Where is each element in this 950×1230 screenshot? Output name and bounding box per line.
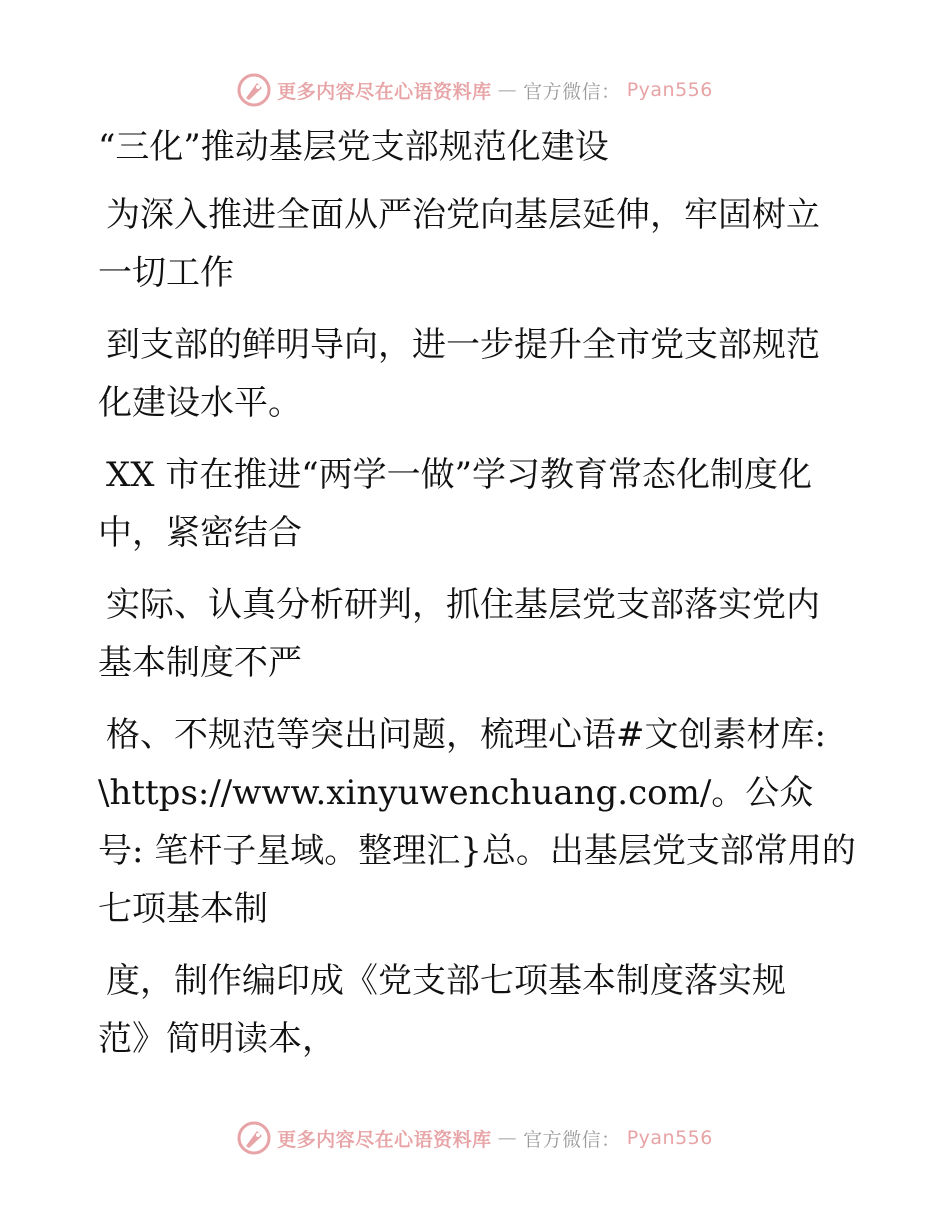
- paragraph-continuation: 中，紧密结合: [98, 513, 302, 553]
- footer-watermark: [0, 1118, 950, 1158]
- paragraph: [98, 576, 858, 692]
- pen-nib-logo-icon: [237, 1121, 271, 1155]
- document-title: “三化”推动基层党支部规范化建设: [98, 127, 609, 167]
- paragraph-continuation: \https://www.xinyuwenchuang.com/。公众号: 笔杆子星域。整理汇}总。出基层党支部常用的七项基本制: [98, 773, 856, 929]
- watermark-official-label: 官方微信：: [523, 80, 621, 103]
- watermark-wechat-id: Pyan556: [626, 79, 713, 101]
- paragraph-continuation: 化建设水平。: [98, 383, 302, 423]
- paragraph-first-line: 度，制作编印成《党支部七项基本制度落实规: [106, 961, 786, 1001]
- paragraph: [98, 706, 858, 938]
- watermark-separator: —: [497, 79, 518, 101]
- paragraph-first-line: 到支部的鲜明导向，进一步提升全市党支部规范: [106, 325, 820, 365]
- paragraph-continuation: 基本制度不严: [98, 643, 302, 683]
- pen-nib-logo-icon: [237, 73, 271, 107]
- watermark-wechat-id: Pyan556: [626, 1127, 713, 1149]
- header-watermark: [0, 70, 950, 110]
- watermark-brand-text: 更多内容尽在心语资料库: [277, 80, 492, 103]
- paragraph-first-line: XX 市在推进“两学一做”学习教育常态化制度化: [106, 455, 812, 495]
- watermark-separator: —: [497, 1127, 518, 1149]
- paragraph: [98, 316, 858, 432]
- document-body: [98, 118, 858, 1082]
- paragraph: [98, 186, 858, 302]
- paragraph-first-line: 实际、认真分析研判，抓住基层党支部落实党内: [106, 585, 820, 625]
- paragraph-continuation: 一切工作: [98, 253, 234, 293]
- watermark-official-label: 官方微信：: [523, 1128, 621, 1151]
- paragraph: [98, 952, 858, 1068]
- paragraph-first-line: 为深入推进全面从严治党向基层延伸，牢固树立: [106, 195, 820, 235]
- watermark-brand-text: 更多内容尽在心语资料库: [277, 1128, 492, 1151]
- paragraph-first-line: 格、不规范等突出问题，梳理心语#文创素材库:: [106, 715, 826, 755]
- paragraph-continuation: 范》简明读本，: [98, 1019, 336, 1059]
- paragraph: [98, 446, 858, 562]
